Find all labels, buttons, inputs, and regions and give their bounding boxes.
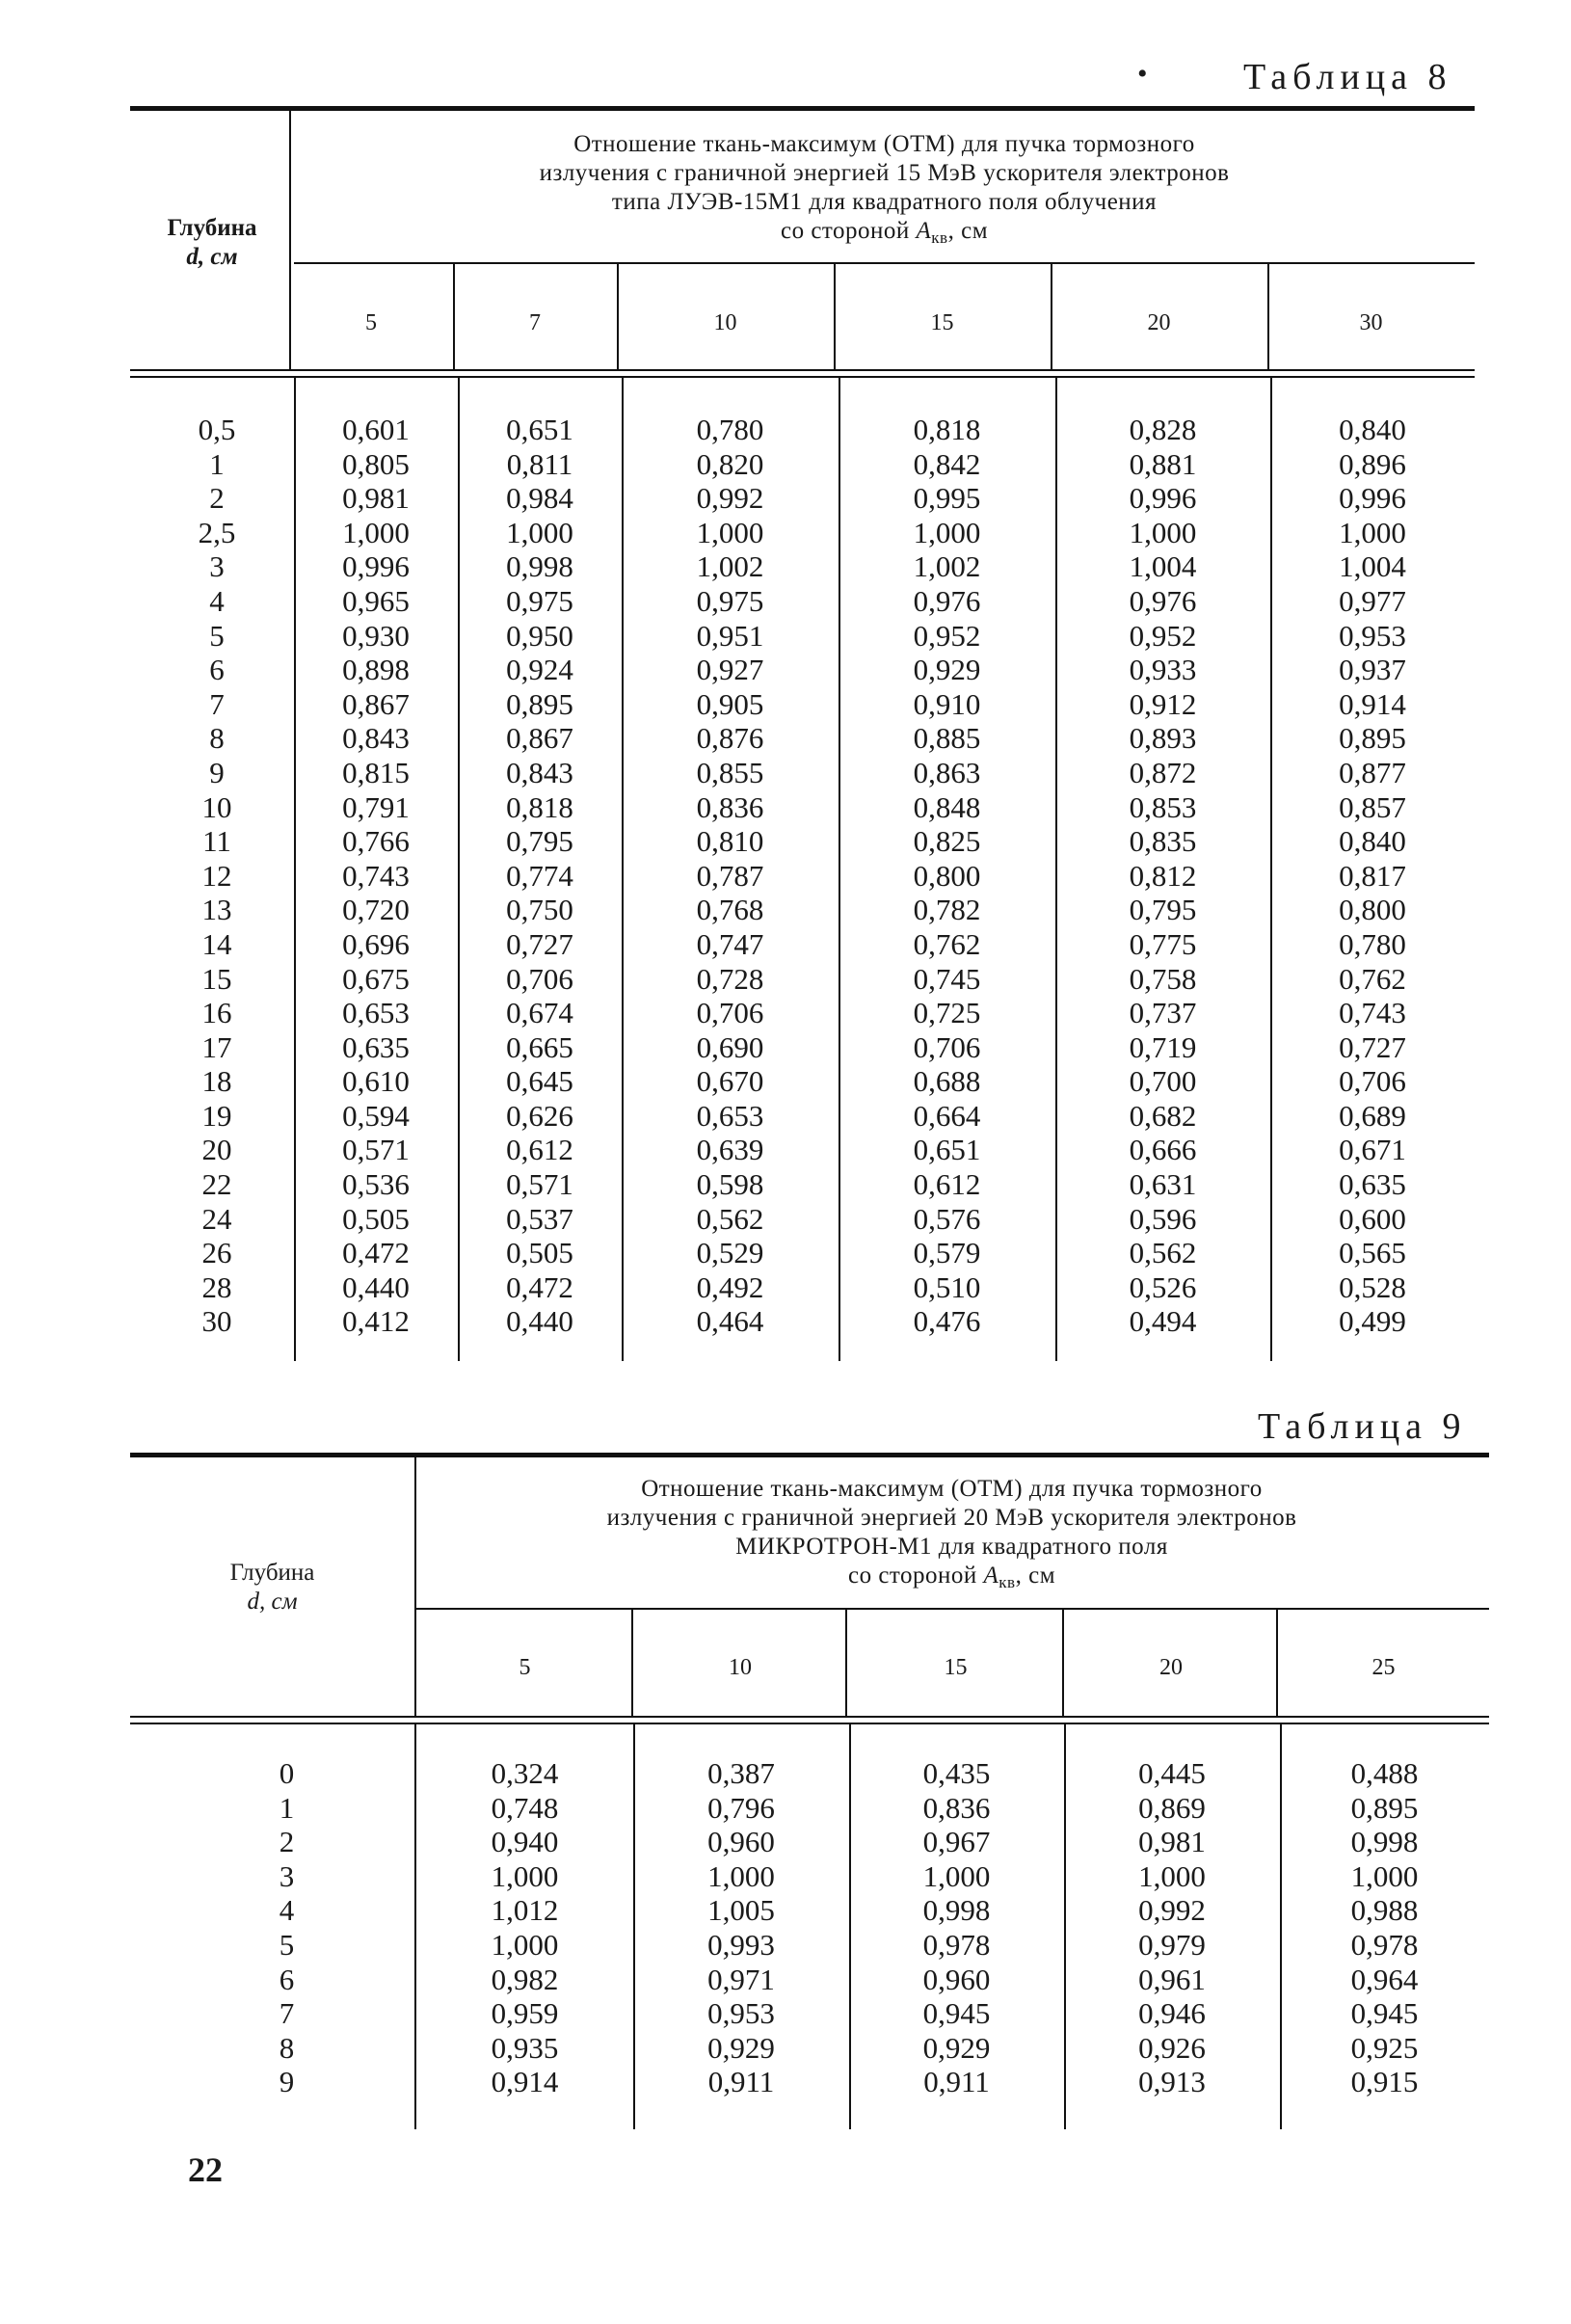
- table-8-cell: 0,843: [506, 755, 573, 789]
- table-8-cell: 0,476: [913, 1304, 981, 1339]
- table-8-cell: 0,977: [1339, 583, 1406, 618]
- table-8-depth-cell: 16: [201, 996, 232, 1030]
- table-9-data-column: [849, 1756, 1064, 2099]
- table-9-data-column: [1064, 1756, 1280, 2099]
- table-8-cell: 0,653: [696, 1098, 764, 1133]
- table-8-top-rule: [130, 106, 1475, 111]
- table-8-cell: 0,996: [1129, 481, 1197, 516]
- table-9-cell: 0,925: [1350, 2030, 1419, 2065]
- table-8-cell: 0,706: [696, 996, 764, 1030]
- table-9-data-column: [1280, 1756, 1489, 2099]
- table-8-data-column: [1055, 413, 1270, 1339]
- table-8-depth-cell: 7: [209, 686, 225, 721]
- table-8-cell: 0,950: [506, 618, 573, 653]
- table-8-col-header: 30: [1359, 310, 1383, 335]
- table-8-depth-cell: 2: [209, 481, 225, 516]
- table-8-cell: 0,855: [696, 755, 764, 789]
- table-8-cell: 0,895: [506, 686, 573, 721]
- table-8-cell: 0,996: [1339, 481, 1406, 516]
- table-9-cell: 0,998: [1350, 1825, 1419, 1859]
- table-9-cell: 0,959: [491, 1996, 559, 2031]
- table-8-cell: 0,914: [1339, 686, 1406, 721]
- table-8-cell: 0,728: [696, 961, 764, 996]
- table-8-cell: 0,885: [913, 721, 981, 756]
- table-8-cell: 0,876: [696, 721, 764, 756]
- table-8-cell: 0,863: [913, 755, 981, 789]
- table-8-depth-cell: 13: [201, 893, 232, 927]
- bullet-mark: •: [1137, 58, 1154, 90]
- table-8-cell: 0,758: [1129, 961, 1197, 996]
- table-9-col-header: 10: [729, 1655, 752, 1680]
- table-8-cell: 0,791: [342, 789, 410, 824]
- table-9-depth-cell: 1: [279, 1790, 295, 1825]
- table-8-depth-cell: 22: [201, 1167, 232, 1202]
- table-9-cell: 0,911: [707, 2065, 775, 2099]
- table-8-depth-cell: 19: [201, 1098, 232, 1133]
- table-9-cell: 0,915: [1350, 2065, 1419, 2099]
- table-8-cell: 0,675: [342, 961, 410, 996]
- table-8-cell: 0,743: [342, 858, 410, 893]
- table-8-cell: 0,815: [342, 755, 410, 789]
- table-8-depth-column: [145, 413, 289, 1339]
- table-9-cell: 0,387: [707, 1756, 775, 1790]
- table-8-depth-cell: 18: [201, 1064, 232, 1099]
- table-8-cell: 0,848: [913, 789, 981, 824]
- table-8-cell: 1,002: [696, 549, 764, 584]
- table-8-cell: 0,872: [1129, 755, 1197, 789]
- table-8-cell: 0,526: [1129, 1269, 1197, 1304]
- table-8-cell: 0,995: [913, 481, 981, 516]
- table-8-cell: 0,612: [913, 1167, 981, 1202]
- table-8-cell: 0,631: [1129, 1167, 1197, 1202]
- table-9-cell: 0,445: [1138, 1756, 1206, 1790]
- table-9-cell: 0,913: [1138, 2065, 1206, 2099]
- table-8-cell: 0,762: [1339, 961, 1406, 996]
- table-9-depth-cell: 9: [279, 2065, 295, 2099]
- table-8-cell: 0,727: [506, 926, 573, 961]
- table-8-cell: 0,953: [1339, 618, 1406, 653]
- table-8-data-column: [458, 413, 622, 1339]
- table-9-cell: 0,748: [491, 1790, 559, 1825]
- table-9-top-rule: [130, 1453, 1489, 1457]
- table-8-cell: 0,706: [506, 961, 573, 996]
- table-8-cell: 0,492: [696, 1269, 764, 1304]
- table-8-cell: 0,780: [1339, 926, 1406, 961]
- table-8-cell: 0,576: [913, 1201, 981, 1236]
- table-8-cell: 0,952: [913, 618, 981, 653]
- table-9-cell: 0,953: [707, 1996, 775, 2031]
- table-8-cell: 0,505: [342, 1201, 410, 1236]
- table-8-col-header: 15: [930, 310, 954, 335]
- table-8-cell: 0,510: [913, 1269, 981, 1304]
- table-8-depth-cell: 10: [201, 789, 232, 824]
- table-8-cell: 0,505: [506, 1236, 573, 1270]
- table-8-cell: 0,689: [1339, 1098, 1406, 1133]
- table-9-cell: 0,435: [922, 1756, 991, 1790]
- table-8-cell: 0,976: [1129, 583, 1197, 618]
- table-8-cell: 0,818: [913, 413, 981, 446]
- table-8-depth-cell: 24: [201, 1201, 232, 1236]
- table-8-cell: 0,596: [1129, 1201, 1197, 1236]
- table-8-cell: 0,706: [913, 1029, 981, 1064]
- table-9-cell: 1,005: [707, 1893, 775, 1928]
- table-9-cell: 1,000: [1350, 1858, 1419, 1893]
- table-8-data-column: [1270, 413, 1475, 1339]
- table-8-cell: 0,998: [506, 549, 573, 584]
- table-9-cell: 0,324: [491, 1756, 559, 1790]
- table-8-depth-cell: 6: [209, 653, 225, 687]
- table-9-cell: 0,981: [1138, 1825, 1206, 1859]
- table-8-cell: 0,992: [696, 481, 764, 516]
- table-8-depth-cell: 8: [209, 721, 225, 756]
- table-9-cell: 1,000: [491, 1858, 559, 1893]
- table-9-col-header: 5: [519, 1655, 531, 1680]
- table-8-cell: 0,810: [696, 824, 764, 859]
- table-9-cell: 0,488: [1350, 1756, 1419, 1790]
- table-8-cell: 0,933: [1129, 653, 1197, 687]
- table-8-depth-cell: 15: [201, 961, 232, 996]
- table-8-cell: 0,537: [506, 1201, 573, 1236]
- table-8-cell: 0,975: [506, 583, 573, 618]
- table-8-cell: 0,981: [342, 481, 410, 516]
- table-8-cell: 0,499: [1339, 1304, 1406, 1339]
- table-9-cell: 0,988: [1350, 1893, 1419, 1928]
- table-8-cell: 0,635: [1339, 1167, 1406, 1202]
- table-9-cell: 0,940: [491, 1825, 559, 1859]
- table-9-cell: 0,945: [1350, 1996, 1419, 2031]
- table-9-cell: 1,012: [491, 1893, 559, 1928]
- table-8-cell: 0,840: [1339, 413, 1406, 446]
- table-8-cell: 0,571: [506, 1167, 573, 1202]
- table-9-cell: 0,979: [1138, 1927, 1206, 1962]
- table-8-cell: 0,719: [1129, 1029, 1197, 1064]
- table-8-cell: 0,626: [506, 1098, 573, 1133]
- table-9-cell: 0,895: [1350, 1790, 1419, 1825]
- table-8-title: Таблица 8: [1243, 57, 1452, 97]
- table-8-cell: 0,780: [696, 413, 764, 446]
- table-8-cell: 1,004: [1339, 549, 1406, 584]
- table-8-depth-cell: 1: [209, 446, 225, 481]
- table-9-cell: 0,964: [1350, 1962, 1419, 1996]
- table-8-cell: 0,579: [913, 1236, 981, 1270]
- table-8-cell: 0,645: [506, 1064, 573, 1099]
- table-8-cell: 0,820: [696, 446, 764, 481]
- table-9-cell: 0,978: [922, 1927, 991, 1962]
- table-8-cell: 0,951: [696, 618, 764, 653]
- table-8-depth-cell: 12: [201, 858, 232, 893]
- table-8-cell: 0,674: [506, 996, 573, 1030]
- table-8-cell: 0,601: [342, 413, 410, 446]
- table-9-cell: 0,982: [491, 1962, 559, 1996]
- table-8-cell: 0,877: [1339, 755, 1406, 789]
- table-9-cell: 1,000: [922, 1858, 991, 1893]
- table-9-depth-cell: 2: [279, 1825, 295, 1859]
- table-8-cell: 1,000: [1129, 515, 1197, 549]
- table-8-cell: 0,682: [1129, 1098, 1197, 1133]
- table-8-cell: 0,762: [913, 926, 981, 961]
- table-8-cell: 0,598: [696, 1167, 764, 1202]
- table-8-depth-cell: 9: [209, 755, 225, 789]
- table-8-cell: 1,000: [696, 515, 764, 549]
- table-8-depth-cell: 0,5: [198, 413, 236, 446]
- table-8-cell: 0,843: [342, 721, 410, 756]
- table-9-title: Таблица 9: [1258, 1406, 1467, 1447]
- table-9-data-column: [416, 1756, 633, 2099]
- table-9-cell: 0,978: [1350, 1927, 1419, 1962]
- table-8-cell: 0,787: [696, 858, 764, 893]
- table-8-cell: 0,665: [506, 1029, 573, 1064]
- table-8-cell: 0,706: [1339, 1064, 1406, 1099]
- table-8-cell: 0,930: [342, 618, 410, 653]
- table-8-cell: 0,750: [506, 893, 573, 927]
- table-8-cell: 0,594: [342, 1098, 410, 1133]
- table-8-cell: 0,651: [506, 413, 573, 446]
- table-8-cell: 0,782: [913, 893, 981, 927]
- table-8-cell: 0,795: [506, 824, 573, 859]
- table-9-cell: 0,911: [923, 2065, 990, 2099]
- table-8-col-header: 20: [1147, 310, 1171, 335]
- table-8-cell: 0,975: [696, 583, 764, 618]
- table-8-cell: 0,696: [342, 926, 410, 961]
- table-8-cell: 0,927: [696, 653, 764, 687]
- table-8-cell: 0,612: [506, 1133, 573, 1167]
- table-9-cell: 0,961: [1138, 1962, 1206, 1996]
- table-8-cell: 0,828: [1129, 413, 1197, 446]
- table-8-cell: 0,867: [342, 686, 410, 721]
- table-8-cell: 0,952: [1129, 618, 1197, 653]
- table-8-cell: 0,818: [506, 789, 573, 824]
- table-8-cell: 0,562: [1129, 1236, 1197, 1270]
- table-9-col-header: 15: [944, 1655, 968, 1680]
- table-8-cell: 0,775: [1129, 926, 1197, 961]
- table-8-cell: 0,720: [342, 893, 410, 927]
- table-9-header: Отношение ткань-максимум (ОТМ) для пучка тормозного излучения с граничной энергией 20 МэВ ускорителя электронов МИКРОТРОН-М1 для квадратного поля со стороной $A_{кв}$, см: [606, 1476, 1297, 1591]
- table-9-cell: 1,000: [491, 1927, 559, 1962]
- table-8-cell: 0,910: [913, 686, 981, 721]
- table-9-data-column: [633, 1756, 849, 2099]
- table-8-cell: 0,795: [1129, 893, 1197, 927]
- table-8-cell: 1,000: [342, 515, 410, 549]
- table-9-cell: 0,796: [707, 1790, 775, 1825]
- table-8-cell: 0,700: [1129, 1064, 1197, 1099]
- table-8-cell: 0,536: [342, 1167, 410, 1202]
- table-9-depth-cell: 6: [279, 1962, 295, 1996]
- table-8-cell: 0,984: [506, 481, 573, 516]
- table-9-cell: 0,992: [1138, 1893, 1206, 1928]
- table-8-depth-cell: 17: [201, 1029, 232, 1064]
- table-9-cell: 0,836: [922, 1790, 991, 1825]
- table-9-depth-column: [145, 1756, 429, 2099]
- table-8-cell: 0,412: [342, 1304, 410, 1339]
- table-8-col-header: 7: [529, 310, 541, 335]
- table-8-cell: 0,842: [913, 446, 981, 481]
- table-8-cell: 0,768: [696, 893, 764, 927]
- table-8-cell: 1,000: [506, 515, 573, 549]
- table-8-cell: 0,965: [342, 583, 410, 618]
- page-number: 22: [188, 2150, 223, 2189]
- table-8-depth-cell: 20: [201, 1133, 232, 1167]
- table-8-cell: 0,440: [342, 1269, 410, 1304]
- table-8-cell: 0,571: [342, 1133, 410, 1167]
- table-8-depth-label: Глубина d, см: [167, 215, 257, 270]
- table-8-cell: 1,002: [913, 549, 981, 584]
- table-8-cell: 0,529: [696, 1236, 764, 1270]
- table-8-cell: 0,651: [913, 1133, 981, 1167]
- table-8-cell: 0,896: [1339, 446, 1406, 481]
- table-8-cell: 0,867: [506, 721, 573, 756]
- table-8-cell: 0,996: [342, 549, 410, 584]
- table-8-cell: 0,895: [1339, 721, 1406, 756]
- table-8-depth-cell: 28: [201, 1269, 232, 1304]
- table-8-cell: 0,565: [1339, 1236, 1406, 1270]
- table-9-depth-cell: 4: [279, 1893, 295, 1928]
- table-8-cell: 0,929: [913, 653, 981, 687]
- table-8-cell: 0,912: [1129, 686, 1197, 721]
- table-8-cell: 1,000: [1339, 515, 1406, 549]
- table-9-cell: 0,945: [922, 1996, 991, 2031]
- table-8-cell: 0,472: [342, 1236, 410, 1270]
- table-9-cell: 0,929: [707, 2030, 775, 2065]
- table-8-cell: 0,666: [1129, 1133, 1197, 1167]
- table-9-col-header: 20: [1159, 1655, 1183, 1680]
- table-9-cell: 0,869: [1138, 1790, 1206, 1825]
- table-8-cell: 0,898: [342, 653, 410, 687]
- table-8-depth-cell: 30: [201, 1304, 232, 1339]
- table-8-cell: 1,000: [913, 515, 981, 549]
- table-9-cell: 0,993: [707, 1927, 775, 1962]
- table-8-cell: 0,494: [1129, 1304, 1197, 1339]
- table-8-cell: 0,812: [1129, 858, 1197, 893]
- table-8-cell: 0,743: [1339, 996, 1406, 1030]
- table-9-depth-cell: 7: [279, 1996, 295, 2031]
- table-9-cell: 0,946: [1138, 1996, 1206, 2031]
- table-8-cell: 0,774: [506, 858, 573, 893]
- table-9-cell: 0,967: [922, 1825, 991, 1859]
- table-8-cell: 0,639: [696, 1133, 764, 1167]
- table-9-cell: 1,000: [707, 1858, 775, 1893]
- table-8-cell: 0,881: [1129, 446, 1197, 481]
- table-9-col-header: 25: [1371, 1655, 1396, 1680]
- table-8-cell: 0,857: [1339, 789, 1406, 824]
- table-8-col-header: 5: [365, 310, 377, 335]
- table-8-cell: 0,836: [696, 789, 764, 824]
- table-8-cell: 0,745: [913, 961, 981, 996]
- table-8-cell: 0,562: [696, 1201, 764, 1236]
- table-9-cell: 0,914: [491, 2065, 559, 2099]
- table-8-header: Отношение ткань-максимум (ОТМ) для пучка тормозного излучения с граничной энергией 15 МэВ ускорителя электронов типа ЛУЭВ-15М1 для квадратного поля облучения со стороной $A_{кв}$, см: [539, 131, 1230, 247]
- table-8-cell: 0,727: [1339, 1029, 1406, 1064]
- table-8-cell: 0,747: [696, 926, 764, 961]
- table-8-data-column: [839, 413, 1055, 1339]
- table-8-cell: 0,905: [696, 686, 764, 721]
- table-8-cell: 0,800: [1339, 893, 1406, 927]
- table-8-cell: 0,653: [342, 996, 410, 1030]
- table-8-cell: 0,528: [1339, 1269, 1406, 1304]
- table-8-cell: 0,725: [913, 996, 981, 1030]
- table-8-cell: 0,610: [342, 1064, 410, 1099]
- table-8-depth-cell: 11: [202, 824, 231, 859]
- table-8-depth-cell: 26: [201, 1236, 232, 1270]
- table-8-depth-cell: 4: [209, 583, 225, 618]
- table-8-cell: 0,670: [696, 1064, 764, 1099]
- table-8-cell: 0,688: [913, 1064, 981, 1099]
- table-8-cell: 0,811: [506, 446, 573, 481]
- table-8-cell: 0,853: [1129, 789, 1197, 824]
- table-8-cell: 0,600: [1339, 1201, 1406, 1236]
- table-8-cell: 0,840: [1339, 824, 1406, 859]
- table-9-depth-cell: 5: [279, 1927, 295, 1962]
- table-8-cell: 0,440: [506, 1304, 573, 1339]
- table-9-cell: 0,960: [707, 1825, 775, 1859]
- table-8-cell: 0,635: [342, 1029, 410, 1064]
- table-9-cell: 0,998: [922, 1893, 991, 1928]
- table-8-col-header: 10: [713, 310, 737, 335]
- table-8-cell: 0,664: [913, 1098, 981, 1133]
- table-8-depth-cell: 5: [209, 618, 225, 653]
- table-8-cell: 0,924: [506, 653, 573, 687]
- table-8-depth-cell: 2,5: [198, 515, 236, 549]
- table-9-cell: 0,935: [491, 2030, 559, 2065]
- table-8-cell: 0,464: [696, 1304, 764, 1339]
- table-8-data-column: [622, 413, 839, 1339]
- table-9-depth-cell: 3: [279, 1858, 295, 1893]
- table-8-cell: 0,800: [913, 858, 981, 893]
- table-9-cell: 0,960: [922, 1962, 991, 1996]
- table-8-cell: 0,976: [913, 583, 981, 618]
- table-8-cell: 0,937: [1339, 653, 1406, 687]
- table-9-depth-cell: 8: [279, 2030, 295, 2065]
- table-9-depth-cell: 0: [279, 1756, 295, 1790]
- table-8-cell: 0,817: [1339, 858, 1406, 893]
- table-8-cell: 0,825: [913, 824, 981, 859]
- table-8-cell: 0,671: [1339, 1133, 1406, 1167]
- table-9-depth-label: Глубина d, см: [229, 1560, 315, 1615]
- table-9-cell: 0,929: [922, 2030, 991, 2065]
- table-8-cell: 0,472: [506, 1269, 573, 1304]
- table-8-depth-cell: 14: [201, 926, 232, 961]
- table-8-cell: 0,690: [696, 1029, 764, 1064]
- table-9-cell: 0,926: [1138, 2030, 1206, 2065]
- table-9-cell: 0,971: [707, 1962, 775, 1996]
- table-8-data-column: [294, 413, 458, 1339]
- table-8-cell: 0,893: [1129, 721, 1197, 756]
- table-8-cell: 0,766: [342, 824, 410, 859]
- table-8-depth-cell: 3: [209, 549, 225, 584]
- table-8-cell: 1,004: [1129, 549, 1197, 584]
- table-8-cell: 0,805: [342, 446, 410, 481]
- table-9-cell: 1,000: [1138, 1858, 1206, 1893]
- table-8-cell: 0,737: [1129, 996, 1197, 1030]
- table-8-cell: 0,835: [1129, 824, 1197, 859]
